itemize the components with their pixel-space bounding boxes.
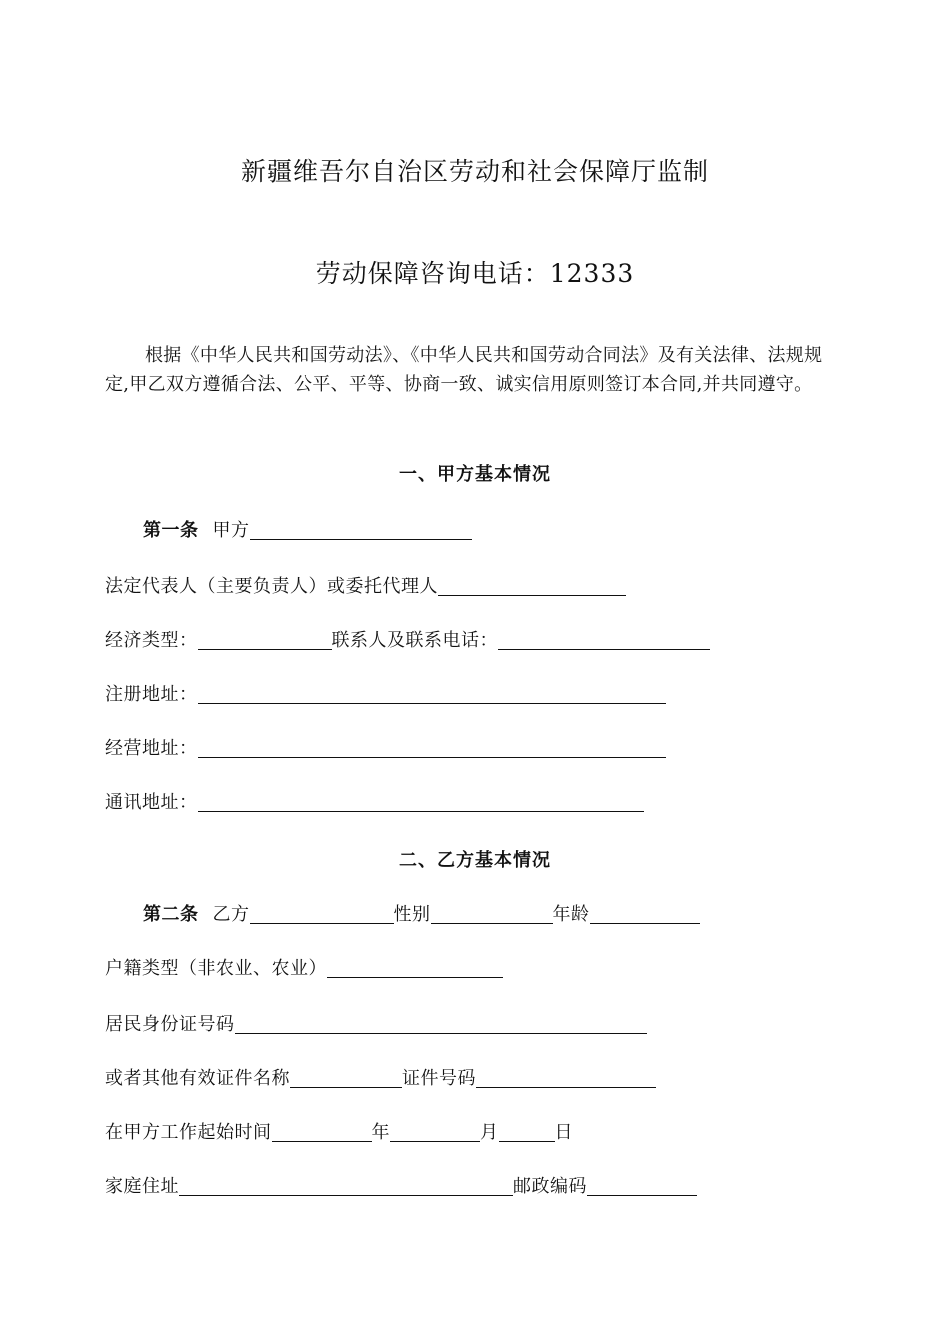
year-label: 年	[371, 1122, 390, 1143]
party-b-label: 乙方	[212, 904, 250, 925]
mailing-address-row	[105, 786, 644, 814]
business-address-field[interactable]	[198, 737, 666, 758]
id-label: 居民身份证号码	[105, 1014, 235, 1035]
id-field[interactable]	[235, 1013, 647, 1034]
hukou-label: 户籍类型（非农业、农业）	[105, 958, 327, 979]
article1-label: 第一条	[143, 520, 199, 541]
start-day-field[interactable]	[499, 1121, 555, 1142]
start-time-label: 在甲方工作起始时间	[105, 1122, 272, 1143]
start-year-field[interactable]	[272, 1121, 372, 1142]
business-address-label: 经营地址：	[105, 738, 198, 759]
section1-title: 一、甲方基本情况	[399, 464, 551, 485]
month-label: 月	[480, 1122, 499, 1143]
mailing-address-field[interactable]	[198, 791, 644, 812]
economy-type-label: 经济类型：	[105, 630, 198, 651]
hukou-row	[105, 952, 503, 980]
legal-rep-row	[105, 570, 626, 598]
registered-address-label: 注册地址：	[105, 684, 198, 705]
home-address-field[interactable]	[179, 1175, 513, 1196]
age-label: 年龄	[552, 904, 590, 925]
start-time-row	[105, 1116, 573, 1144]
hukou-field[interactable]	[327, 957, 503, 978]
other-id-row	[105, 1062, 656, 1090]
supervisor-line: 新疆维吾尔自治区劳动和社会保障厅监制	[240, 157, 709, 186]
legal-rep-field[interactable]	[438, 575, 626, 596]
intro-paragraph: 根据《中华人民共和国劳动法》、《中华人民共和国劳动合同法》及有关法律、法规规定,甲乙双方遵循合法、公平、平等、协商一致、诚实信用原则签订本合同,并共同遵守。	[105, 345, 823, 395]
economy-type-row	[105, 624, 710, 652]
business-address-row	[105, 732, 666, 760]
section2-title: 二、乙方基本情况	[399, 850, 551, 871]
day-label: 日	[554, 1122, 573, 1143]
gender-field[interactable]	[431, 903, 553, 924]
other-id-label: 或者其他有效证件名称	[105, 1068, 290, 1089]
id-number-label: 证件号码	[402, 1068, 476, 1089]
postcode-label: 邮政编码	[513, 1176, 587, 1197]
party-a-label: 甲方	[212, 520, 250, 541]
party-a-field[interactable]	[250, 519, 472, 540]
postcode-field[interactable]	[587, 1175, 697, 1196]
gender-label: 性别	[393, 904, 431, 925]
home-address-label: 家庭住址	[105, 1176, 179, 1197]
id-number-field[interactable]	[476, 1067, 656, 1088]
party-b-name-field[interactable]	[250, 903, 394, 924]
party-a-row	[143, 514, 472, 542]
other-id-name-field[interactable]	[290, 1067, 402, 1088]
party-b-row	[143, 898, 700, 926]
contact-field[interactable]	[498, 629, 710, 650]
start-month-field[interactable]	[390, 1121, 480, 1142]
economy-type-field[interactable]	[198, 629, 332, 650]
registered-address-row	[105, 678, 666, 706]
legal-rep-label: 法定代表人（主要负责人）或委托代理人	[105, 576, 438, 597]
id-row	[105, 1008, 647, 1036]
article2-label: 第二条	[143, 904, 199, 925]
home-address-row	[105, 1170, 697, 1198]
age-field[interactable]	[590, 903, 700, 924]
contact-label: 联系人及联系电话：	[331, 630, 498, 651]
hotline-line: 劳动保障咨询电话：12333	[315, 259, 635, 288]
mailing-address-label: 通讯地址：	[105, 792, 198, 813]
registered-address-field[interactable]	[198, 683, 666, 704]
